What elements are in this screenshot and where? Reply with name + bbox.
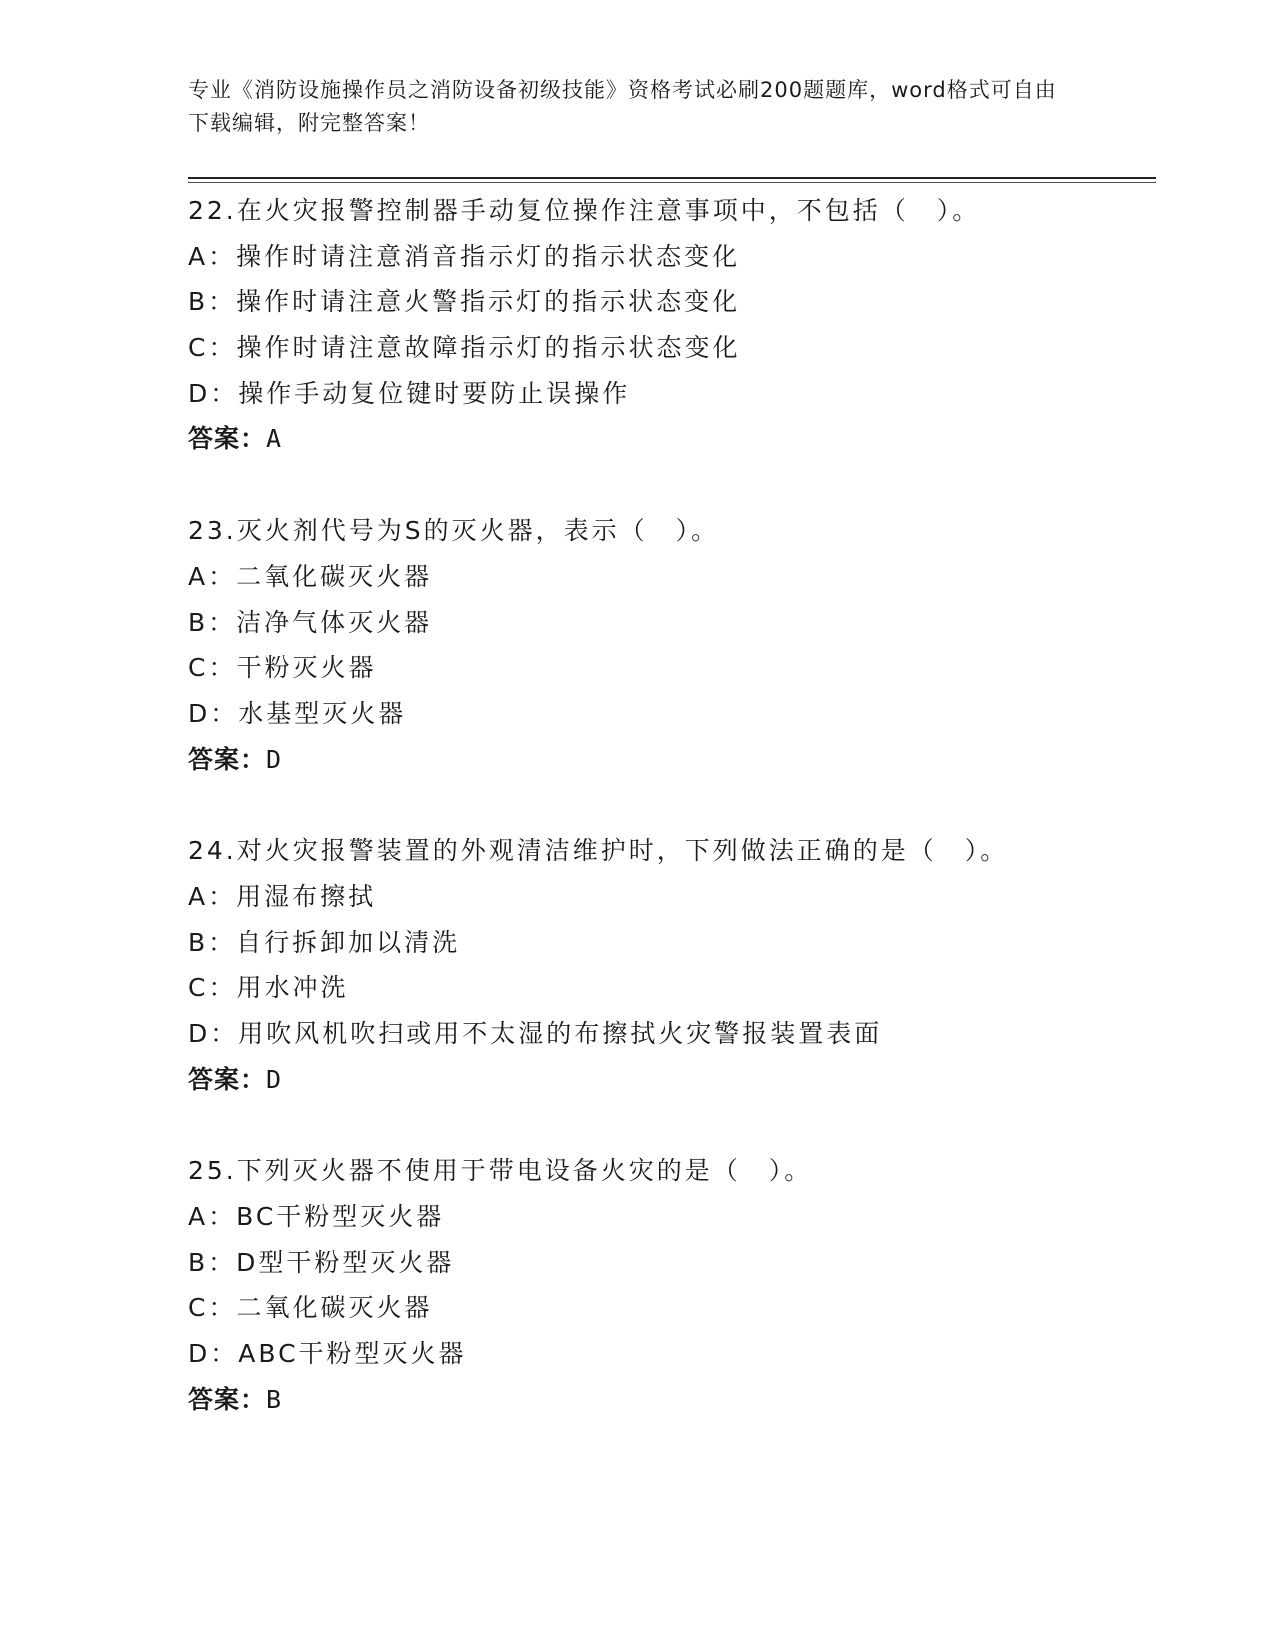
answer-line [188, 1377, 1148, 1423]
document-title: 专业《消防设施操作员之消防设备初级技能》资格考试必刷200题题库，word格式可自由下载编辑，附完整答案！ [188, 78, 1057, 135]
option-d: D：用吹风机吹扫或用不太湿的布擦拭火灾警报装置表面 [188, 1019, 883, 1048]
question-22 [188, 188, 1148, 462]
option-a: A：BC干粉型灭火器 [188, 1202, 445, 1232]
option-d: D：操作手动复位键时要防止误操作 [188, 378, 631, 408]
question-23 [188, 508, 1148, 782]
option-a: A：操作时请注意消音指示灯的指示状态变化 [188, 241, 741, 271]
option-a: A：二氧化碳灭火器 [188, 561, 433, 591]
answer-value: B [266, 1384, 282, 1414]
option-d: D：ABC干粉型灭火器 [188, 1339, 467, 1369]
option-a: A：用湿布擦拭 [188, 881, 377, 911]
answer-label: 答案： [188, 1384, 267, 1414]
option-b: B：D型干粉型灭火器 [188, 1247, 455, 1277]
option-b: B：洁净气体灭火器 [188, 607, 433, 637]
question-stem: 22.在火灾报警控制器手动复位操作注意事项中，不包括（ ）。 [188, 196, 981, 225]
answer-line [188, 416, 1148, 462]
question-25 [188, 1148, 1148, 1422]
answer-label: 答案： [188, 744, 267, 774]
option-b: B：操作时请注意火警指示灯的指示状态变化 [188, 287, 741, 317]
option-c: C：干粉灭火器 [188, 653, 377, 683]
question-list [188, 188, 1148, 1469]
option-d: D：水基型灭火器 [188, 698, 407, 728]
question-stem: 25.下列灭火器不使用于带电设备火灾的是（ ）。 [188, 1156, 813, 1186]
header-divider-thin [188, 182, 1156, 183]
answer-label: 答案： [188, 424, 267, 454]
answer-value: D [266, 1064, 282, 1094]
option-c: C：二氧化碳灭火器 [188, 1293, 433, 1323]
answer-value: D [266, 744, 282, 774]
answer-line [188, 737, 1148, 783]
answer-line [188, 1057, 1148, 1103]
option-b: B：自行拆卸加以清洗 [188, 927, 461, 957]
question-24 [188, 828, 1148, 1102]
header-divider-thick [188, 177, 1156, 179]
option-c: C：用水冲洗 [188, 973, 349, 1003]
answer-label: 答案： [188, 1064, 267, 1094]
option-c: C：操作时请注意故障指示灯的指示状态变化 [188, 333, 741, 363]
answer-value: A [266, 424, 282, 454]
question-stem: 24.对火灾报警装置的外观清洁维护时，下列做法正确的是（ ）。 [188, 836, 1009, 866]
question-stem: 23.灭火剂代号为S的灭火器，表示（ ）。 [188, 516, 720, 546]
